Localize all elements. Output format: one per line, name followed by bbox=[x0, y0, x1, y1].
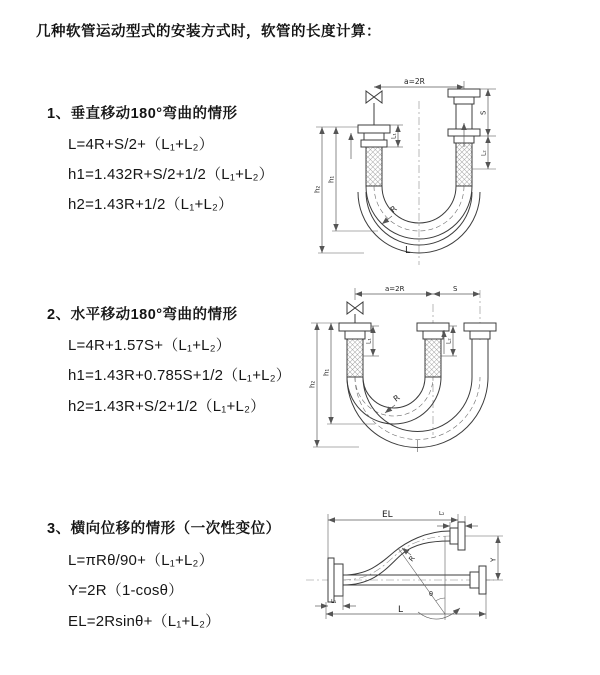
radius-label: R bbox=[388, 204, 399, 215]
dim-l1-label: L₁ bbox=[331, 599, 337, 605]
upper-flange bbox=[450, 522, 465, 550]
section2-formula-h1: h1=1.43R+0.785S+1/2（L₁+L₂） bbox=[68, 367, 291, 384]
section3-formula-EL: EL=2Rsinθ+（L₁+L₂） bbox=[68, 613, 221, 630]
dim-l2-label: L₂ bbox=[439, 511, 445, 517]
radius-construction-lines bbox=[398, 536, 460, 620]
section1-formula-h2: h2=1.43R+1/2（L₁+L₂） bbox=[68, 196, 234, 213]
dim-h1-label: h₁ bbox=[322, 368, 331, 376]
section3-formula-Y: Y=2R（1-cosθ） bbox=[68, 582, 184, 599]
dimension-s bbox=[433, 285, 480, 294]
right-pipe bbox=[464, 323, 496, 377]
radius-callout bbox=[402, 548, 417, 563]
dim-a-label: a=2R bbox=[404, 77, 425, 86]
section3-heading: 3、横向位移的情形（一次性变位） bbox=[47, 521, 281, 537]
diagram-horizontal-180-bend bbox=[303, 280, 598, 455]
page-title: 几种软管运动型式的安装方式时，软管的长度计算： bbox=[36, 24, 381, 40]
section1-heading: 1、垂直移动180°弯曲的情形 bbox=[47, 106, 238, 122]
left-pipe bbox=[358, 125, 390, 186]
left-flange bbox=[328, 558, 343, 602]
section2-formula-L: L=4R+1.57S+（L₁+L₂） bbox=[68, 337, 231, 354]
dim-l1-label: L₁ bbox=[365, 338, 373, 344]
left-pipe bbox=[339, 323, 371, 377]
dim-l1-label: L₁ bbox=[390, 133, 398, 139]
dimension-el bbox=[328, 510, 458, 558]
dim-h1-label: h₁ bbox=[327, 175, 336, 183]
dimension-l bbox=[326, 594, 486, 619]
dim-h2-label: h₂ bbox=[313, 185, 322, 193]
radius-callout bbox=[385, 393, 402, 413]
dimension-a2r bbox=[355, 285, 433, 300]
dim-h2-label: h₂ bbox=[308, 380, 317, 388]
diagram-vertical-180-bend bbox=[306, 75, 586, 271]
dimension-s bbox=[480, 89, 497, 136]
section1-formula-L: L=4R+S/2+（L₁+L₂） bbox=[68, 136, 214, 153]
section2-heading: 2、水平移动180°弯曲的情形 bbox=[47, 307, 238, 323]
valve-icon bbox=[347, 302, 363, 323]
dim-l-label: L bbox=[398, 605, 404, 615]
displaced-hose-s-curve bbox=[343, 531, 450, 585]
section2-formula-h2: h2=1.43R+S/2+1/2（L₁+L₂） bbox=[68, 398, 266, 415]
hose-u-bend-position2 bbox=[347, 377, 488, 447]
diagram-lateral-displacement bbox=[298, 502, 598, 647]
radius-callout bbox=[382, 204, 399, 224]
dim-y-label: Y bbox=[489, 557, 498, 562]
section1-formula-h1: h1=1.432R+S/2+1/2（L₁+L₂） bbox=[68, 166, 274, 183]
dimension-a2r bbox=[374, 77, 464, 89]
valve-icon bbox=[366, 91, 382, 125]
right-flange bbox=[470, 566, 486, 594]
dim-l2-label: L₂ bbox=[445, 338, 453, 344]
dim-s-label: S bbox=[479, 110, 488, 115]
radius-label: R bbox=[407, 554, 417, 564]
dimension-h2 bbox=[314, 127, 365, 253]
dim-s-label: S bbox=[453, 285, 458, 293]
theta-label: θ bbox=[429, 590, 433, 598]
length-label: L bbox=[405, 245, 411, 256]
dim-a-label: a=2R bbox=[385, 285, 405, 293]
radius-label: R bbox=[391, 393, 402, 404]
dimension-l2 bbox=[472, 136, 496, 169]
section3-formula-L: L=πRθ/90+（L₁+L₂） bbox=[68, 552, 214, 569]
dim-el-label: EL bbox=[382, 510, 393, 520]
dim-l2-label: L₂ bbox=[480, 150, 488, 156]
